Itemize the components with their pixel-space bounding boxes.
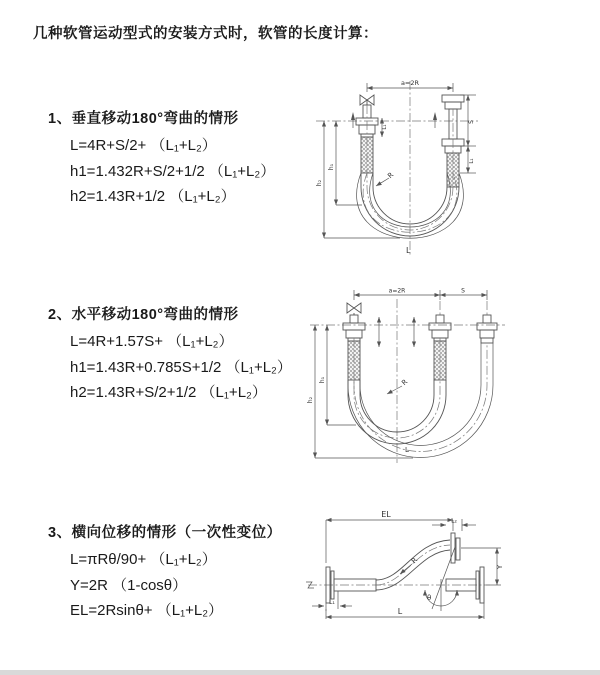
- label-h2: h₂: [316, 179, 323, 187]
- section-lateral-displacement: [48, 521, 282, 624]
- valve-icon: [360, 95, 374, 105]
- page-bottom-edge: [0, 670, 600, 675]
- dimension-l: [326, 603, 484, 619]
- diagram-lateral-displacement: [298, 505, 593, 645]
- label-s: S: [468, 120, 475, 124]
- formula-h2: h2=1.43R+S/2+1/2 （L₁+L₂）: [70, 384, 267, 401]
- dimension-a-2r: [367, 79, 453, 92]
- dimension-h1: [328, 121, 362, 205]
- upper-flange: [451, 533, 460, 563]
- centerlines: [310, 299, 505, 463]
- stroke-direction-arrows: [351, 112, 437, 128]
- dimension-y: [461, 548, 504, 585]
- formula-h1: h1=1.43R+0.785S+1/2 （L₁+L₂）: [70, 358, 292, 376]
- formula-L: L=πRθ/90+ （L₁+L₂）: [70, 551, 217, 568]
- dimension-a-2r: [354, 288, 487, 301]
- label-l1: L₁: [329, 599, 335, 606]
- s-curve-hose: [376, 540, 450, 590]
- dimension-l1: [312, 591, 352, 611]
- right-pipe-fitting: [477, 315, 497, 343]
- label-y: Y: [496, 564, 504, 570]
- section-3-heading: 3、横向位移的情形（一次性变位）: [48, 525, 282, 541]
- label-l2: L₂: [451, 517, 457, 525]
- radius-annotation: [400, 556, 419, 574]
- label-l1: L₁: [469, 158, 475, 164]
- stroke-dimension-marks: [379, 317, 414, 347]
- label-l: L: [406, 246, 411, 255]
- label-l: L: [397, 607, 403, 616]
- u-bend-hose-position-2: [348, 343, 493, 458]
- valve-icon: [347, 303, 361, 315]
- page-title: 几种软管运动型式的安装方式时，软管的长度计算：: [33, 26, 378, 42]
- label-h1: h₁: [319, 376, 326, 384]
- formula-h1: h1=1.432R+S/2+1/2 （L₁+L₂）: [70, 162, 276, 180]
- section-2-heading: 2、水平移动180°弯曲的情形: [48, 307, 239, 323]
- label-h1: h₁: [328, 163, 335, 171]
- label-h2: h₂: [307, 396, 314, 404]
- label-l: L: [405, 446, 409, 454]
- label-theta: θ: [427, 594, 432, 602]
- section-1-heading: 1、垂直移动180°弯曲的情形: [48, 111, 239, 127]
- dimension-l1-right: [460, 146, 476, 173]
- section-horizontal-180: [48, 303, 292, 406]
- label-s: S: [461, 287, 465, 295]
- formula-L: L=4R+S/2+ （L₁+L₂）: [70, 137, 217, 154]
- formula-L: L=4R+1.57S+ （L₁+L₂）: [70, 333, 234, 350]
- diagram-horizontal-180-bend: [305, 285, 590, 470]
- formula-Y: Y=2R （1-cosθ）: [70, 576, 188, 594]
- label-r: R: [409, 556, 420, 566]
- dimension-s: [460, 95, 476, 146]
- diagram-vertical-180-bend: [310, 75, 585, 260]
- section-vertical-180: [48, 107, 275, 210]
- dimension-l2: [432, 518, 476, 532]
- label-el: EL: [381, 510, 391, 519]
- label-a-2r: a=2R: [400, 79, 420, 87]
- radius-annotation: [387, 378, 409, 394]
- label-r: R: [400, 377, 410, 388]
- formula-h2: h2=1.43R+1/2 （L₁+L₂）: [70, 188, 236, 205]
- label-r: R: [386, 170, 396, 181]
- dimension-h2: [316, 121, 400, 238]
- label-l1: L₁: [382, 124, 388, 130]
- formula-EL: EL=2Rsinθ+ （L₁+L₂）: [70, 602, 224, 619]
- radius-annotation: [376, 171, 395, 186]
- label-a-2r: a=2R: [388, 287, 406, 295]
- dimension-s: [440, 288, 487, 296]
